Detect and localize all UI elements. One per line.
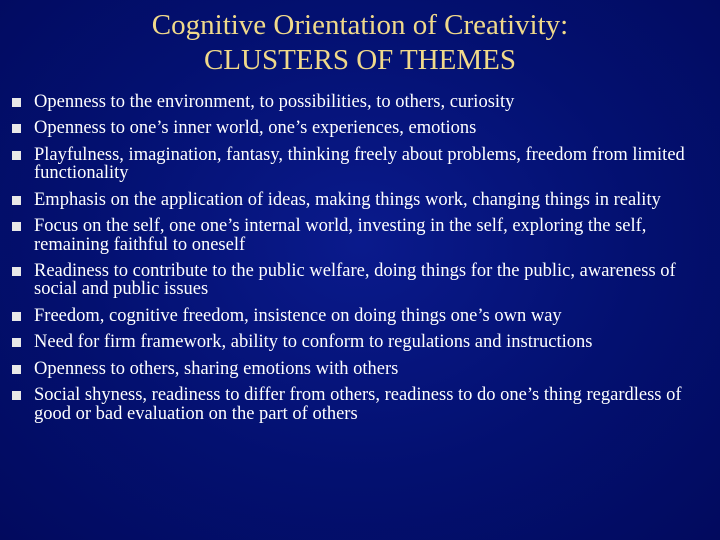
list-item-text: Focus on the self, one one’s internal world, investing in the self, exploring the self, remaining faithful to oneself bbox=[34, 216, 647, 255]
square-bullet-icon bbox=[12, 338, 21, 347]
list-item bbox=[10, 217, 700, 254]
title-line-2: CLUSTERS OF THEMES bbox=[203, 44, 517, 76]
list-item-text: Social shyness, readiness to differ from others, readiness to do one’s thing regardless of good or bad evaluation on the part of others bbox=[34, 385, 682, 424]
list-item-text: Freedom, cognitive freedom, insistence on doing things one’s own way bbox=[34, 305, 562, 326]
square-bullet-icon bbox=[12, 365, 21, 374]
square-bullet-icon bbox=[12, 267, 21, 276]
list-item bbox=[10, 119, 700, 138]
list-item bbox=[10, 146, 700, 183]
square-bullet-icon bbox=[12, 222, 21, 231]
list-item-text: Readiness to contribute to the public welfare, doing things for the public, awareness of social and public issues bbox=[34, 260, 676, 300]
square-bullet-icon bbox=[12, 151, 21, 160]
list-item-text: Playfulness, imagination, fantasy, thinking freely about problems, freedom from limited functionality bbox=[34, 144, 685, 184]
square-bullet-icon bbox=[12, 312, 21, 321]
list-item-text: Emphasis on the application of ideas, making things work, changing things in reality bbox=[34, 189, 661, 210]
list-item bbox=[10, 333, 700, 352]
list-item bbox=[10, 360, 700, 379]
list-item-text: Need for firm framework, ability to conform to regulations and instructions bbox=[34, 332, 593, 353]
square-bullet-icon bbox=[12, 196, 21, 205]
list-item-text: Openness to one’s inner world, one’s experiences, emotions bbox=[34, 118, 477, 139]
theme-list bbox=[10, 93, 700, 431]
list-item bbox=[10, 386, 700, 423]
title-line-1: Cognitive Orientation of Creativity: bbox=[151, 9, 569, 41]
square-bullet-icon bbox=[12, 124, 21, 133]
list-item-text: Openness to others, sharing emotions with others bbox=[34, 358, 399, 379]
list-item bbox=[10, 191, 700, 210]
list-item-text: Openness to the environment, to possibilities, to others, curiosity bbox=[34, 92, 515, 112]
square-bullet-icon bbox=[12, 391, 21, 400]
square-bullet-icon bbox=[12, 98, 21, 107]
list-item bbox=[10, 307, 700, 326]
list-item bbox=[10, 93, 700, 112]
slide-title bbox=[0, 8, 720, 78]
list-item bbox=[10, 262, 700, 299]
